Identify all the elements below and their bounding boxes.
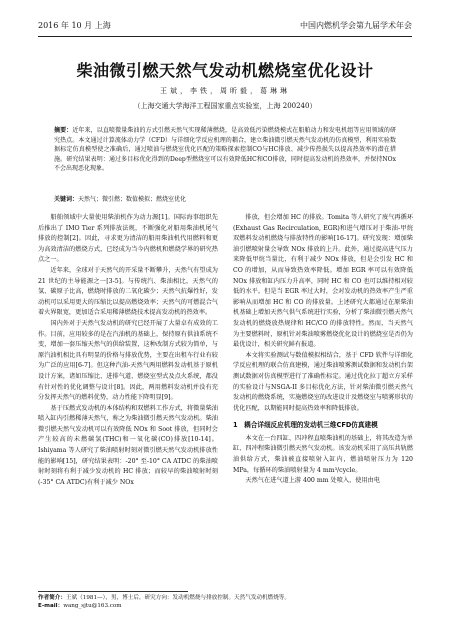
paragraph: 近年来，全球对于天然气的开采量不断攀升，天然气有望成为 21 世纪的主导能源之一[3-5]。与传统汽、柴油相比，天然气的氢、碳原子比高，燃烧时排放的二氧化碳少；天然气抗爆性好，发动机可以采用更大的压缩比以提高燃烧效率；天然气的可燃混合气着火界限宽，更加适合采用稀薄燃烧技术提高发动机的热效率。 xyxy=(38,266,218,317)
header-date-location: 2016 年 10 月 上海 xyxy=(38,21,111,30)
keywords-label: 关键词： xyxy=(54,196,79,203)
paragraph: 天然气在进气道上游 400 mm 处喷入，使用由电 xyxy=(245,477,381,485)
header-divider xyxy=(38,36,412,37)
footnote-divider xyxy=(38,591,188,592)
footnote-label: 作者简介： xyxy=(38,595,66,601)
abstract-label: 摘要： xyxy=(54,127,73,134)
body-column-right xyxy=(233,213,413,487)
paper-title: 柴油微引燃天然气发动机燃烧室优化设计 xyxy=(76,61,374,80)
paragraph: 本文在一台四缸、四冲程直喷柴油机的基础上，将其改造为单缸、四冲程柴油微引燃天然气发动机。该发动机采用了高压共轨燃油供给方式，柴油被直接喷射入缸内，燃油喷射压力为 120 MPa，每循环的柴油喷射量为 4 mm³/cycle。 xyxy=(233,434,413,474)
paragraph: 基于压燃式发动机的本体结构和双燃料工作方式，将微量柴油喷入缸内引燃稀薄天然气，称之为柴油微引燃天然气发动机。柴油微引燃天然气发动机可以有效降低 NOx 和 Soot 排放，但同时会产生较高的未燃碳氢(THC)和一氧化碳(CO)排放[10-14]。Ishiyama 等人研究了柴油喷射时刻对微引燃天然气发动机排放性能的影响[15]，研究结果表明：-20° 至-10° CA ATDC 的柴油喷射时刻将有利于减少发动机的 HC 排放；而较早的柴油喷射时刻(-35° CA ATDC)有利于减少 NOx xyxy=(38,404,218,486)
header-conference: 中国内燃机学会第九届学术年会 xyxy=(300,21,412,30)
keywords xyxy=(54,195,396,204)
paper-authors: 王斌，李铁，周昕毅，葛琳琳 xyxy=(160,87,290,95)
running-header xyxy=(38,20,412,34)
paragraph: 船舶领域中大量使用柴油机作为动力源[1]。国际海事组织先后推出了 IMO Tier 系列排放法规，不断强化对船用柴油机尾气排放的控制[2]。因此，寻求更为清洁的船用柴油机代用燃料和更为高效清洁的燃烧方式，已经成为当今内燃机和燃烧学界的研究热点之一。 xyxy=(38,214,218,264)
paragraph: 国内外对于天然气发动机的研究已经开展了大量卓有成效的工作。目前，应用较多的是在汽油机的基础上，保持原有供油系统不变，增加一套压缩天然气的供给装置，这种改制方式较为简单，与原汽油机相比具有明显的价格与排放优势，主要在出租车行业有较为广泛的应用[6-7]。但这种汽油-天然气两用燃料发动机基于原机设计方案，诸如压缩比、进排气道、燃烧室型式及点火系统，都没有针对性的优化调整与设计[8]。因此，两用燃料发动机并没有充分发挥天然气的燃料优势，动力性能下降明显[9]。 xyxy=(38,319,218,402)
body-column-left xyxy=(38,213,218,488)
abstract-text: 近年来，以直喷微量柴油的方式引燃天然气实现稀薄燃烧，是高效低污染燃烧模式在船舶动力和发电机组等应用领域的研究热点。本文通过计算流体动力学（CFD）与详细化学反应机理的耦合，建立柴油微引燃天然气发动机的仿真模型，利用实验数据标定仿真模型使之准确后，通过喷油与燃烧室优化匹配的策略探索控制CO与HC排放、减少传热损失以提高热效率的潜在措施。研究结果表明：通过多目标优化得到的Deep型燃烧室可以有效降低HC和CO排放，同时提高发动机的热效率，并保持NOx不会出现恶化现象。 xyxy=(54,127,396,173)
author-email-link[interactable]: wang_sjtu@163.com xyxy=(63,603,122,609)
footnote-text: 王斌（1981—），男，博士后，研究方向：发动机燃烧与排放控制。天然气发动机燃烧等。 xyxy=(65,595,290,601)
abstract xyxy=(54,126,396,174)
email-label: E-mail： xyxy=(38,603,64,609)
paper-affiliation: （上海交通大学海洋工程国家重点实验室，上海 200240） xyxy=(133,102,317,110)
keywords-text: 天然气；微引燃；数值模拟；燃烧室优化 xyxy=(78,196,187,203)
author-footnote xyxy=(38,594,412,610)
section-heading: 1 耦合详细反应机理的发动机三维CFD仿真建模 xyxy=(233,421,378,430)
paragraph: 本文将实验测试与数值模拟相结合，基于 CFD 软件与详细化学反应机理的联合仿真建模，通过柴油喷雾测试数据和发动机台架测试数据对仿真模型进行了准确性标定。通过优化拉丁超立方采样的实验设计与NSGA-II 多目标优化方法，针对柴油微引燃天然气发动机的燃烧系统，实施燃烧室的改进设计及燃烧室与喷雾形状的优化匹配，以期能同时提高热效率和降低排放。 xyxy=(233,351,413,412)
paragraph: 排放，但会增加 HC 的排放。Tomita 等人研究了废气再循环(Exhaust Gas Recirculation, EGR)和进气增压对于柴油-甲烷双燃料发动机燃烧与排放特性的影响[16-17]。研究发现：增加柴油引燃喷射量会导致 NOx 排放的上升。此外，通过提高进气压力来降低甲烷当量比，有利于减少 NOx 排放，但是会引发 HC 和 CO 的增加，从而导致热效率降低。增加 EGR 率可以有效降低 NOx 排放和缸内压力升高率，同时 HC 和 CO 也可以维持相对较低的水平。但是当 EGR 率过大时，会对发动机的热效率产生严重影响从而增加 HC 和 CO 的排放量。上述研究大都通过在原柴油机基础上增加天然气供气系统进行实验，分析了柴油微引燃天然气发动机的燃烧放热规律和 HC/CO 的排放特性。然而，当天然气为主要燃料时，原机针对柴油喷雾燃烧优化设计的燃烧室是否仍为最优设计，相关研究鲜有报道。 xyxy=(233,214,413,349)
